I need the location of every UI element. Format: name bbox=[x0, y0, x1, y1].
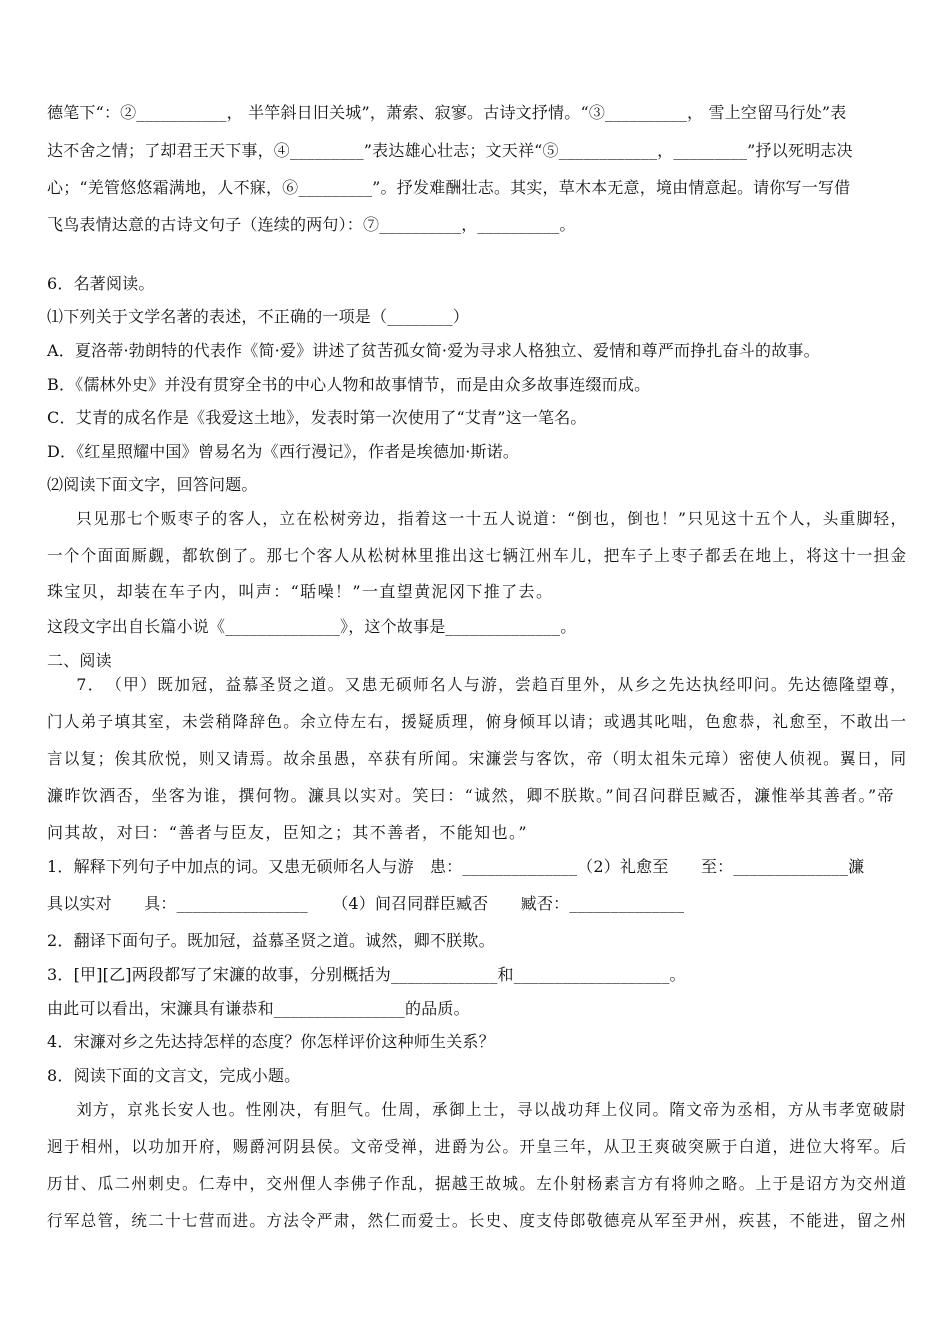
question-8-title: 8．阅读下面的文言文，完成小题。 bbox=[47, 1066, 301, 1085]
question-6-1-stem: ⑴下列关于文学名著的表述，不正确的一项是（________） bbox=[47, 307, 470, 326]
passage-line: 门人弟子填其室，未尝稍降辞色。余立侍左右，援疑质理，俯身倾耳以请；或遇其叱咄，色愈恭，礼愈至，不敢出一 bbox=[47, 712, 908, 731]
passage-line: 一个个面面厮觑，都软倒了。那七个客人从松树林里推出这七辆江州车儿，把车子上枣子都丢在地上，将这十一担金 bbox=[47, 546, 908, 565]
subquestion-3-cont: 由此可以看出，宋濂具有谦恭和________________的品质。 bbox=[47, 999, 470, 1018]
poetry-fill-line-4: 飞鸟表情达意的古诗文句子（连续的两句）：⑦__________，__________。 bbox=[47, 215, 576, 234]
option-d: D．《红星照耀中国》曾易名为《西行漫记》，作者是埃德加·斯诺。 bbox=[47, 442, 520, 461]
subquestion-1: 1．解释下列句子中加点的词。又患无硕师名人与游 患：______________（2）礼愈至 至：______________濂 bbox=[47, 857, 865, 876]
question-8-passage: 刘方，京兆长安人也。性刚决，有胆气。仕周，承御上士，寻以战功拜上仪同。隋文帝为丞相，方从韦孝宽破尉 bbox=[76, 1100, 907, 1119]
question-6-2-stem: ⑵阅读下面文字，回答问题。 bbox=[47, 475, 258, 494]
question-6-title: 6．名著阅读。 bbox=[47, 274, 155, 293]
passage-line: 问其故，对曰：“善者与臣友，臣知之；其不善者，不能知也。” bbox=[47, 823, 528, 842]
question-6-2-blank: 这段文字出自长篇小说《______________》，这个故事是______________。 bbox=[47, 617, 577, 636]
poetry-fill-line-1: 德笔下“：②___________， 半竿斜日旧关城”，萧索、寂寥。古诗文抒情。“③__________， 雪上空留马行处”表 bbox=[47, 103, 847, 122]
option-b: B．《儒林外史》并没有贯穿全书的中心人物和故事情节，而是由众多故事连缀而成。 bbox=[47, 375, 651, 394]
passage-line: 濂昨饮酒否，坐客为谁，撰何物。濂具以实对。笑曰：“诚然，卿不朕欺。”间召问群臣臧否，濂惟举其善者。”帝 bbox=[47, 786, 895, 805]
question-7-passage: 7． （甲）既加冠，益慕圣贤之道。又患无硕师名人与游，尝趋百里外，从乡之先达执经叩问。先达德隆望尊， bbox=[76, 675, 908, 694]
subquestion-1-cont: 具以实对 具：________________ （4）间召同群臣臧否 臧否：______________ bbox=[47, 894, 685, 913]
passage-line: 只见那七个贩枣子的客人，立在松树旁边，指着这一十五人说道：“倒也，倒也！”只见这十五个人，头重脚轻， bbox=[76, 509, 908, 528]
poetry-fill-line-3: 心；“羌管悠悠霜满地，人不寐，⑥_________”。抒发难酬壮志。其实，草木本无意，境由情意起。请你写一写借 bbox=[47, 178, 851, 197]
passage-line: 言以复；俟其欣悦，则又请焉。故余虽愚，卒获有所闻。宋濂尝与客饮，帝（明太祖朱元璋）密使人侦视。翼日，同 bbox=[47, 749, 908, 768]
passage-line: 行军总管，统二十七营而进。方法令严肃，然仁而爱士。长史、度支侍郎敬德亮从军至尹州，疾甚，不能进，留之州 bbox=[47, 1211, 908, 1230]
option-a: A．夏洛蒂·勃朗特的代表作《简·爱》讲述了贫苦孤女简·爱为寻求人格独立、爱情和尊严而挣扎奋斗的故事。 bbox=[47, 341, 820, 360]
subquestion-2: 2．翻译下面句子。既加冠，益慕圣贤之道。诚然，卿不朕欺。 bbox=[47, 931, 495, 950]
passage-line: 迥于相州，以功加开府，赐爵河阴县侯。文帝受禅，进爵为公。开皇三年，从卫王爽破突厥于白道，进位大将军。后 bbox=[47, 1137, 908, 1156]
subquestion-4: 4．宋濂对乡之先达持怎样的态度？你怎样评价这种师生关系？ bbox=[47, 1032, 495, 1051]
passage-line: 历甘、瓜二州刺史。仁寿中，交州俚人李佛子作乱，据越王故城。左仆射杨素言方有将帅之略。上于是诏方为交州道 bbox=[47, 1174, 908, 1193]
option-c: C．艾青的成名作是《我爱这土地》，发表时第一次使用了“艾青”这一笔名。 bbox=[47, 408, 587, 427]
section-heading-reading: 二、阅读 bbox=[47, 651, 112, 670]
subquestion-3: 3．[甲][乙]两段都写了宋濂的故事，分别概括为_____________和___________________。 bbox=[47, 965, 686, 984]
passage-line: 珠宝贝，却装在车子内，叫声：“聒噪！”一直望黄泥冈下推了去。 bbox=[47, 582, 554, 601]
poetry-fill-line-2: 达不舍之情；了却君王天下事，④_________”表达雄心壮志；文天祥“⑤____________，_________”抒以死明志决 bbox=[47, 141, 853, 160]
